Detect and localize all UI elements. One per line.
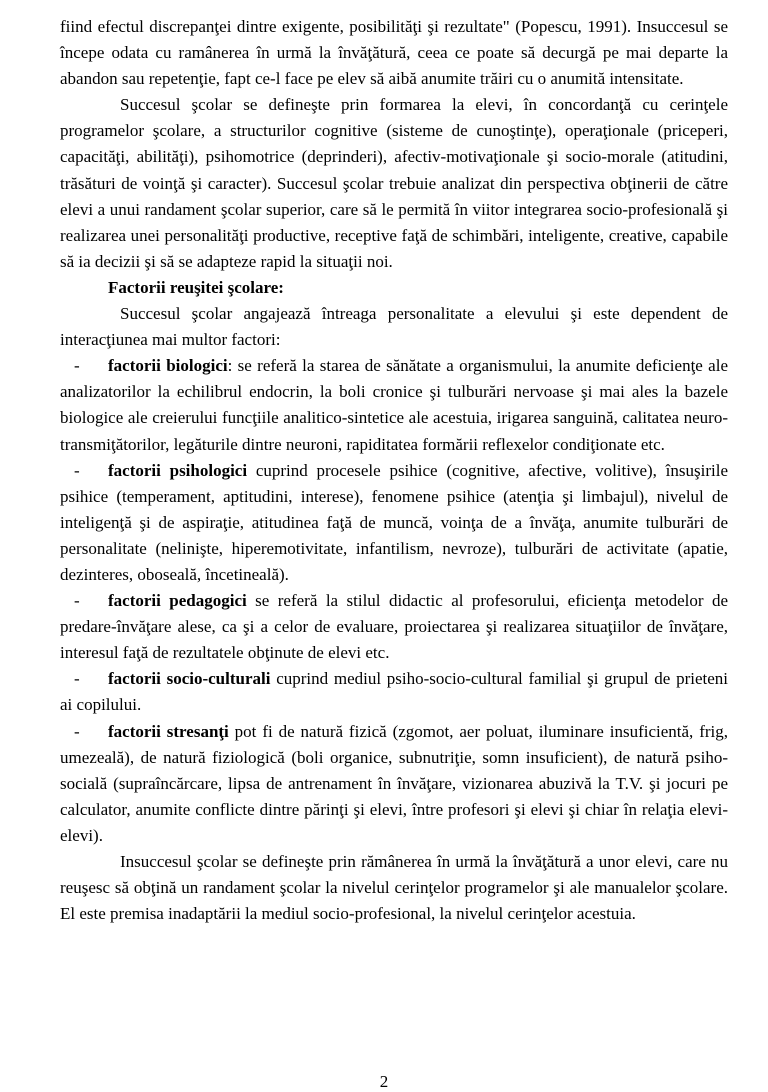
list-dash: -: [74, 460, 80, 480]
factor-description: cuprind mediul psiho-socio-cultural familial şi grupul de prieteni ai copilului.: [60, 669, 728, 715]
document-page: [60, 14, 728, 927]
factor-term: factorii pedagogici: [108, 591, 247, 611]
factor-item-stress: [60, 719, 728, 849]
list-dash: -: [74, 356, 80, 376]
factor-description: se referă la stilul didactic al profesorului, eficienţa metodelor de predare-învăţare alese, ca şi a celor de evaluare, proiectarea şi realizarea situaţiilor de învăţare, interesul faţă de rezultatele obţinute de elevi etc.: [60, 591, 729, 663]
list-dash: -: [74, 669, 80, 689]
factor-term: factorii stresanţi: [108, 721, 229, 741]
factor-description: : se referă la starea de sănătate a organismului, la anumite deficienţe ale analizatorilor la echilibrul endocrin, la boli cronice şi tulburări nervoase şi mai ales la bazele biologice ale creierului funcţiile analitico-sintetice ale acestuia, irigarea sanguină, calitatea neuro-transmiţătorilor, legăturile dintre neuroni, rapiditatea formării reflexelor condiţionate etc.: [60, 356, 728, 454]
factor-term: factorii biologici: [108, 356, 228, 376]
page-number: 2: [379, 1072, 389, 1091]
factor-item-psychological: [60, 458, 728, 588]
factor-description: cuprind procesele psihice (cognitive, afective, volitive), însuşirile psihice (temperament, aptitudini, interese), fenomene psihice (atenţia şi limbajul), nivelul de inteligenţă şi de aspiraţie, atitudinea faţă de muncă, voinţa de a învăţa, anumite tulburări de personalitate (nelinişte, hiperemotivitate, infantilism, nevroze), tulburări de activitate (apatie, dezinteres, oboseală, încetineală).: [60, 460, 728, 584]
paragraph-factors-intro: Succesul şcolar angajează întreaga personalitate a elevului şi este dependent de interacţiunea mai multor factori:: [60, 304, 728, 350]
list-dash: -: [74, 591, 80, 611]
factor-term: factorii psihologici: [108, 460, 248, 480]
factor-item-socio-cultural: [60, 666, 728, 718]
paragraph-success-definition: Succesul şcolar se defineşte prin formarea la elevi, în concordanţă cu cerinţele programelor şcolare, a structurilor cognitive (sisteme de cunoştinţe), operaţionale (priceperi, capacităţi, abilităţi), psihomotrice (deprinderi), afectiv-motivaţionale şi socio-morale (atitudini, trăsături de voinţă şi caracter). Succesul şcolar trebuie analizat din perspectiva obţinerii de către elevi a unui randament şcolar superior, care să le permită în viitor integrarea socio-profesională şi realizarea unei personalităţi productive, receptive faţă de schimbări, inteligente, creative, capabile să ia decizii şi să se adapteze rapid la situaţii noi.: [60, 95, 728, 271]
factor-description: pot fi de natură fizică (zgomot, aer poluat, iluminare insuficientă, frig, umezeală), de natură fiziologică (boli organice, subnutriţie, somn insuficient), de natură psiho-socială (supraîncărcare, lipsa de antrenament în învăţare, vizionarea abuzivă la T.V. şi jocuri pe calculator, anumite conflicte dintre părinţi şi elevi, între profesori şi elevi şi chiar în relaţia elevi-elevi).: [60, 721, 728, 845]
paragraph-failure-definition: Insuccesul şcolar se defineşte prin rămânerea în urmă la învăţătură a unor elevi, care nu reuşesc să obţină un randament şcolar la nivelul cerinţelor programelor şi ale manualelor şcolare. El este premisa inadaptării la mediul socio-profesional, la nivelul cerinţelor acestuia.: [60, 852, 728, 924]
factor-item-pedagogical: [60, 588, 728, 666]
section-heading: Factorii reuşitei şcolare:: [108, 277, 284, 297]
factor-term: factorii socio-culturali: [108, 669, 271, 689]
list-dash: -: [74, 721, 80, 741]
paragraph-insuccess-continuation: fiind efectul discrepanţei dintre exigente, posibilităţi şi rezultate" (Popescu, 1991). Insuccesul se începe odata cu ramânerea în urmă la învăţătură, ceea ce poate să decurgă pe mai departe la abandon sau repetenţie, fapt ce-l face pe elev să aibă anumite trăiri cu o anumită intensitate.: [60, 17, 728, 89]
factor-item-biological: [60, 353, 728, 457]
